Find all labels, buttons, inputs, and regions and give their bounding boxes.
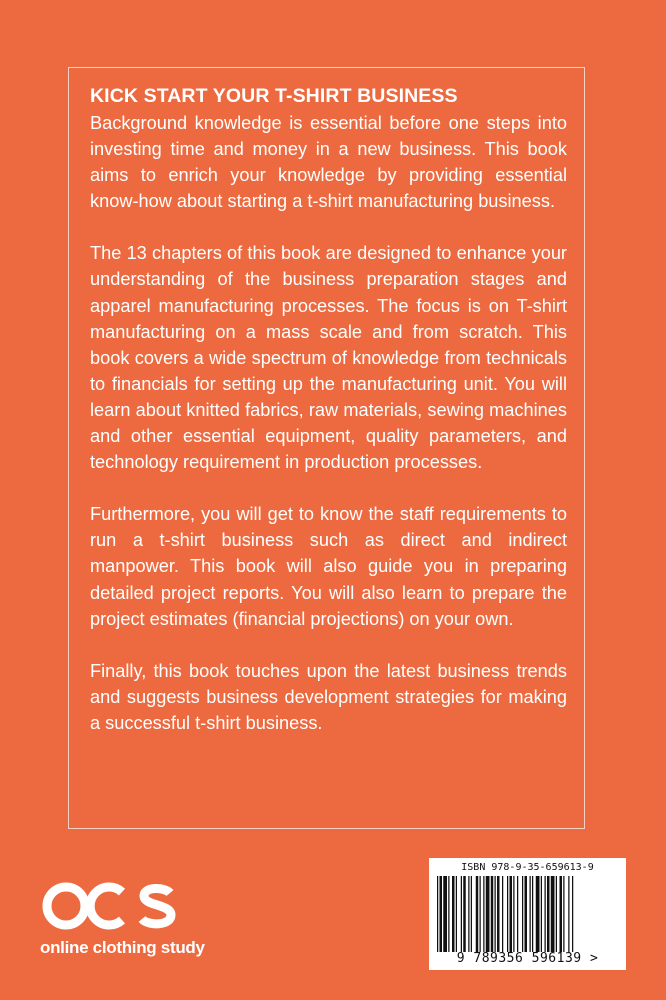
barcode-bar — [513, 876, 514, 952]
barcode-bar — [483, 876, 484, 952]
barcode-bar — [568, 876, 569, 952]
barcode-bar — [525, 876, 528, 952]
barcode-bar — [510, 876, 513, 952]
barcode-bar — [440, 876, 443, 952]
barcode-bar — [448, 876, 449, 952]
blurb-paragraph-2: The 13 chapters of this book are designed to enhance your understanding of the business preparation stages and apparel manufacturing processes. The focus is on T-shirt manufacturing on a mass scale and from scratch. This book covers a wide spectrum of knowledge from technicals to financials for setting up the manufacturing unit. You will learn about knitted fabrics, raw materials, sewing machines and other essential equipment, quality parameters, and technology requirement in production processes. — [90, 243, 567, 473]
barcode-bar — [497, 876, 500, 952]
barcode-bar — [480, 876, 481, 952]
barcode-bar — [530, 876, 531, 952]
barcode-bar — [541, 876, 542, 952]
barcode-bar — [556, 876, 557, 952]
barcode-bar — [507, 876, 508, 952]
barcode-bar — [463, 876, 466, 952]
isbn-barcode — [429, 858, 626, 970]
ocs-logo-icon — [40, 880, 180, 932]
barcode-bar — [517, 876, 518, 952]
barcode-bar — [437, 876, 438, 952]
barcode-bar — [471, 876, 472, 952]
blurb-paragraph-1: Background knowledge is essential before one steps into investing time and money in a new business. This book aims to enrich your knowledge by providing essential know-how about starting a t-shirt manufacturing business. — [90, 113, 567, 212]
barcode-bar — [495, 876, 496, 952]
isbn-label: ISBN 978-9-35-659613-9 — [461, 862, 594, 873]
barcode-bar — [452, 876, 455, 952]
barcode-bar — [536, 876, 540, 952]
barcode-bar — [522, 876, 523, 952]
barcode-bar — [443, 876, 447, 952]
barcode-digits: 9 789356 596139 > — [456, 951, 599, 966]
publisher-tagline: online clothing study — [40, 938, 205, 957]
blurb-content — [90, 82, 567, 762]
barcode-bars — [437, 876, 618, 952]
barcode-bar — [502, 876, 503, 952]
barcode-bar — [560, 876, 563, 952]
barcode-bar — [551, 876, 555, 952]
barcode-bar — [476, 876, 479, 952]
barcode-bar — [468, 876, 469, 952]
blurb-paragraph-3: Furthermore, you will get to know the staff requirements to run a t-shirt business such as direct and indirect manpower. This book will also guide you in preparing detailed project reports. You will also learn to prepare the project estimates (financial projections) on your own. — [90, 504, 567, 629]
blurb-paragraph-4: Finally, this book touches upon the latest business trends and suggests business development strategies for making a successful t-shirt business. — [90, 660, 567, 733]
barcode-bar — [532, 876, 533, 952]
barcode-bar — [486, 876, 490, 952]
publisher-logo-icon — [40, 880, 180, 932]
barcode-bar — [572, 876, 573, 952]
barcode-bar — [547, 876, 550, 952]
barcode-bar — [456, 876, 457, 952]
barcode-bar — [491, 876, 494, 952]
barcode-bar — [545, 876, 546, 952]
barcode-bar — [563, 876, 564, 952]
barcode-bar — [461, 876, 462, 952]
book-title: KICK START YOUR T-SHIRT BUSINESS — [90, 85, 458, 107]
